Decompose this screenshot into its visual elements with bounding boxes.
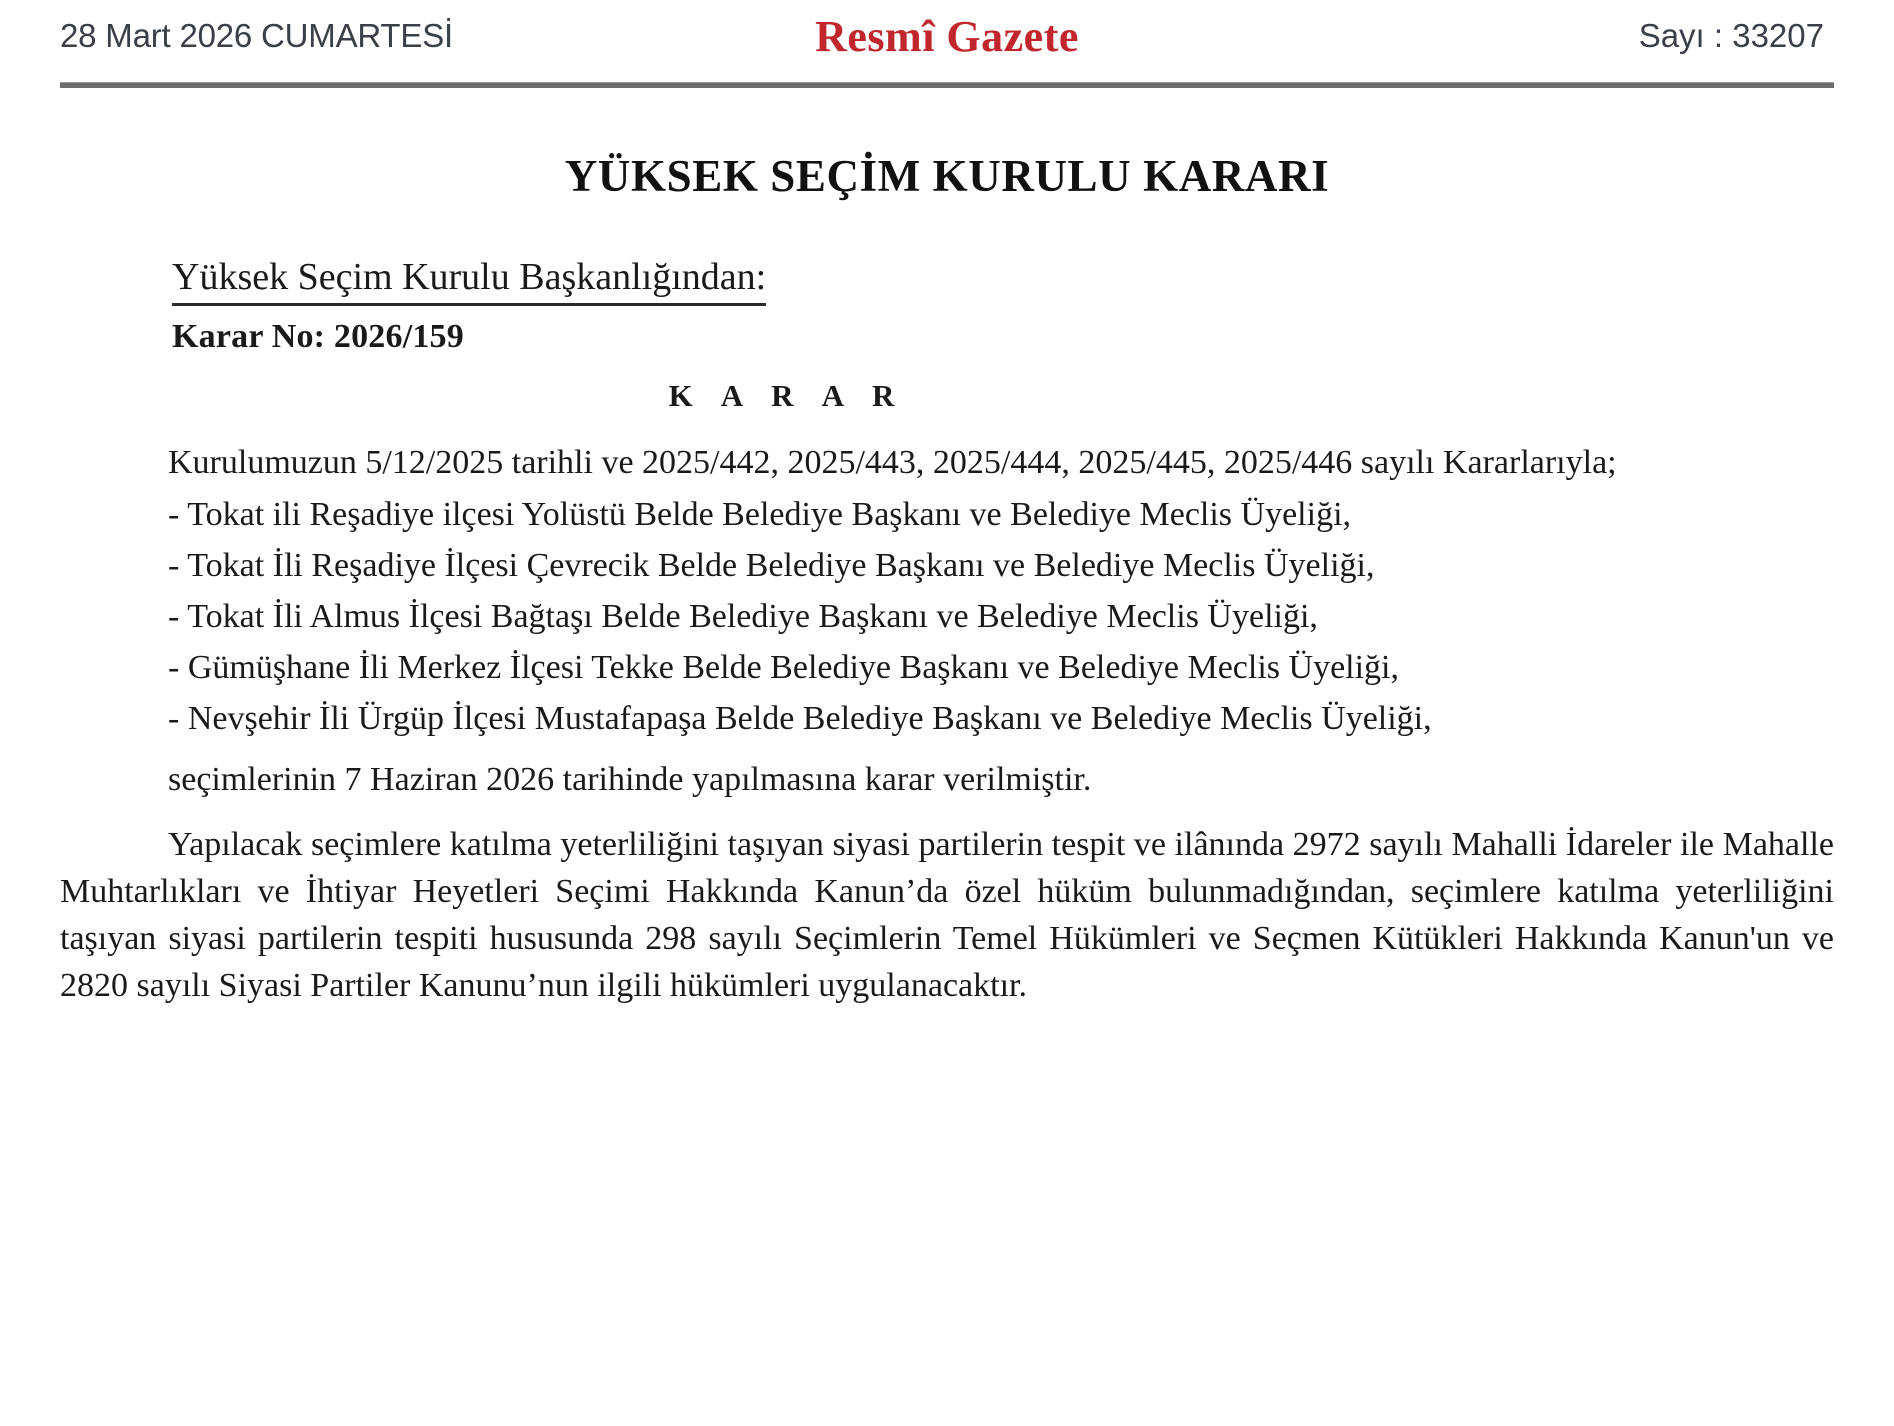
intro-paragraph: Kurulumuzun 5/12/2025 tarihli ve 2025/442, 2025/443, 2025/444, 2025/445, 2025/446 sayılı Kararlarıyla; xyxy=(168,443,1617,481)
list-item: - Tokat İli Reşadiye İlçesi Çevrecik Belde Belediye Başkanı ve Belediye Meclis Üyeliği, xyxy=(168,547,1375,585)
section-heading-karar: K A R A R xyxy=(668,377,906,413)
final-paragraph: Yapılacak seçimlere katılma yeterliliğini taşıyan siyasi partilerin tespit ve ilânında 2972 sayılı Mahalli İdareler ile Mahalle Muhtarlıkları ve İhtiyar Heyetleri Seçimi Hakkında Kanun’da özel hüküm bulunmadığından, seçimlere katılma yeterliliğini taşıyan siyasi partilerin tespiti hususunda 298 sayılı Seçimlerin Temel Hükümleri ve Seçmen Kütükleri Hakkında Kanun'un ve 2820 sayılı Siyasi Partiler Kanunu’nun ilgili hükümleri uygulanacaktır. xyxy=(60,825,1834,1004)
decision-number: Karar No: 2026/159 xyxy=(172,317,464,355)
issuing-authority: Yüksek Seçim Kurulu Başkanlığından: xyxy=(172,254,766,306)
page-title: YÜKSEK SEÇİM KURULU KARARI xyxy=(564,151,1330,201)
decision-item-list xyxy=(60,492,1834,743)
masthead xyxy=(60,0,1834,72)
document-body xyxy=(60,88,1834,1009)
list-item: - Gümüşhane İli Merkez İlçesi Tekke Belde Belediye Başkanı ve Belediye Meclis Üyeliği, xyxy=(168,649,1400,687)
list-item: - Nevşehir İli Ürgüp İlçesi Mustafapaşa Belde Belediye Başkanı ve Belediye Meclis Üyeliği, xyxy=(168,700,1432,738)
publication-date: 28 Mart 2026 CUMARTESİ xyxy=(60,17,453,54)
list-item: - Tokat İli Almus İlçesi Bağtaşı Belde Belediye Başkanı ve Belediye Meclis Üyeliği, xyxy=(168,598,1318,636)
issue-number: Sayı : 33207 xyxy=(1638,17,1824,54)
issuer-line xyxy=(60,254,1834,306)
list-item: - Tokat ili Reşadiye ilçesi Yolüstü Belde Belediye Başkanı ve Belediye Meclis Üyeliği, xyxy=(168,496,1352,534)
closing-paragraph: seçimlerinin 7 Haziran 2026 tarihinde yapılmasına karar verilmiştir. xyxy=(168,760,1092,798)
gazette-title: Resmî Gazete xyxy=(815,11,1079,61)
